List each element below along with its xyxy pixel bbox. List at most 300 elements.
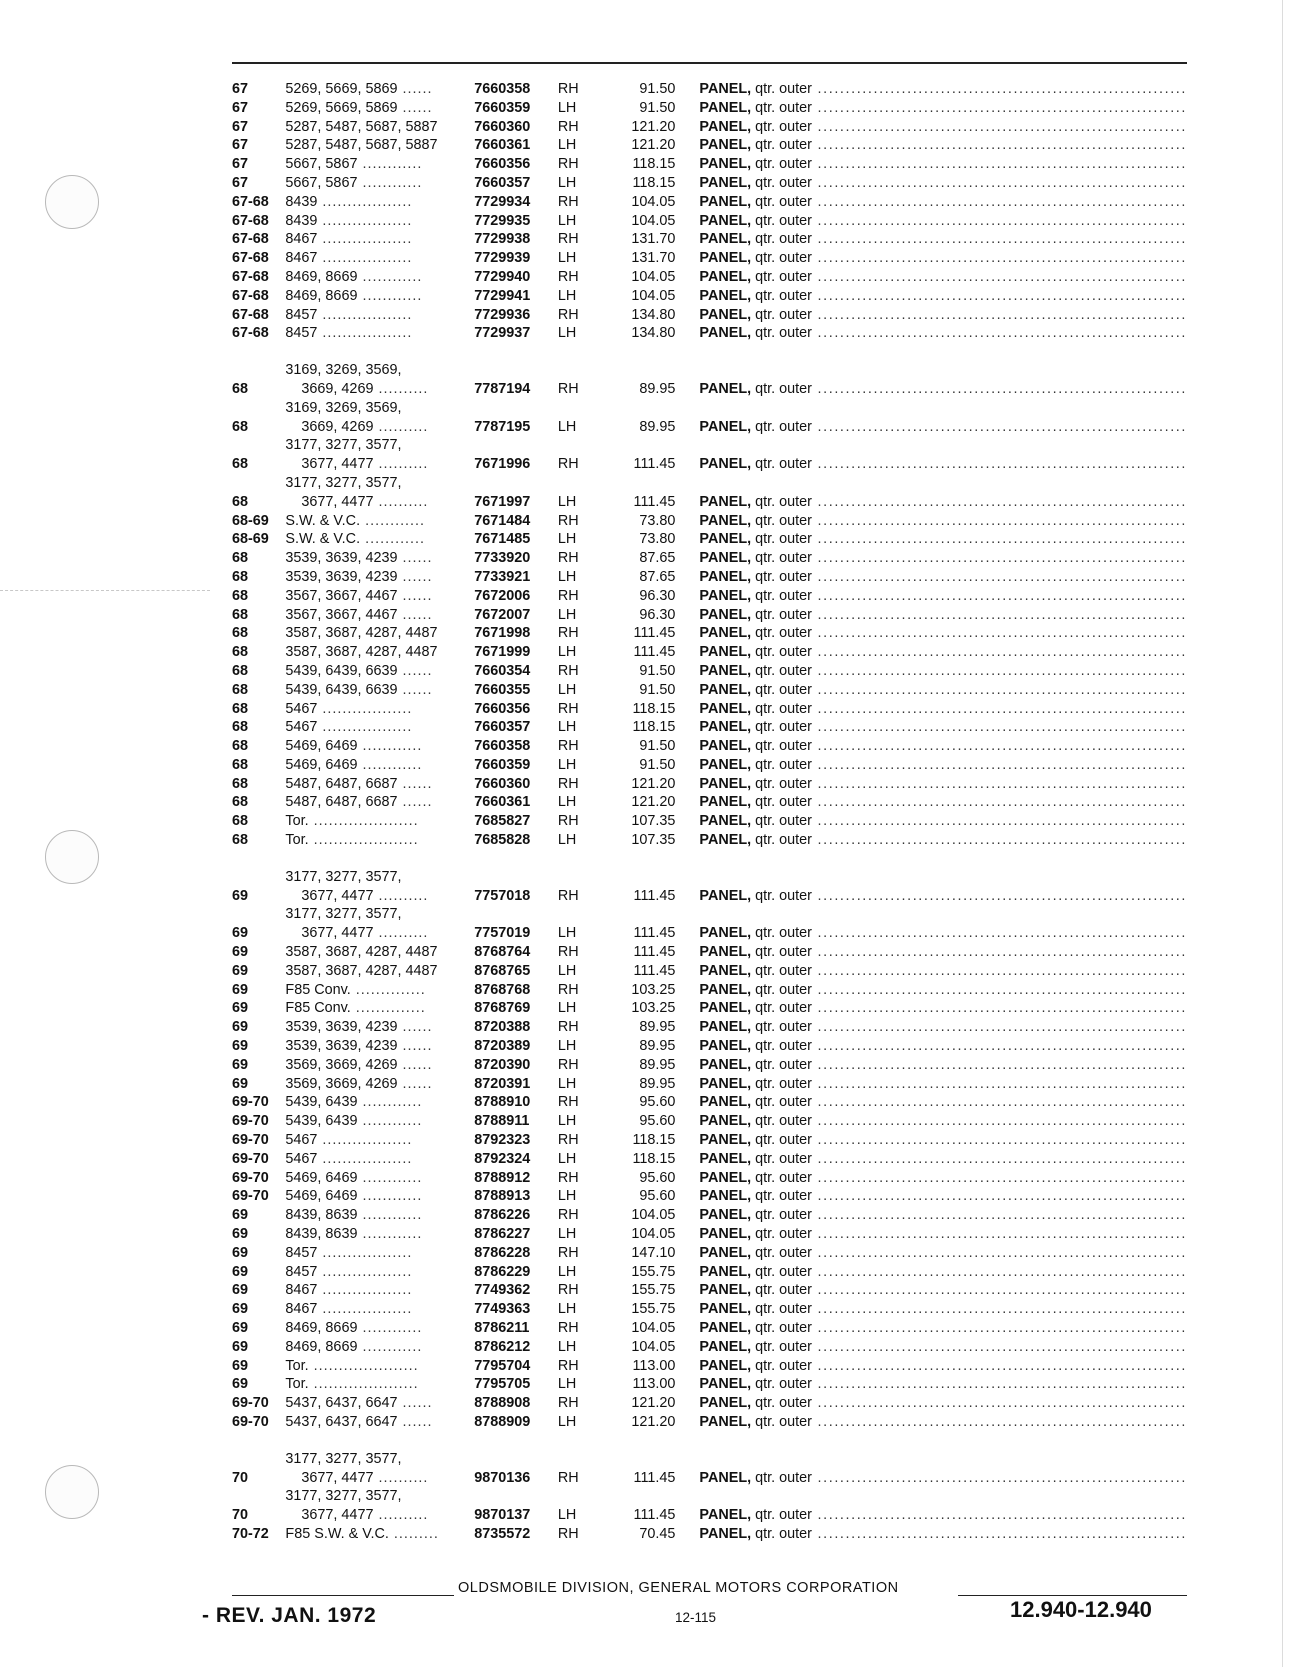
price-cell: 107.35 xyxy=(631,813,676,830)
models-text: F85 S.W. & V.C. xyxy=(285,1525,389,1542)
part-number-cell: 7729940 xyxy=(474,268,531,285)
description-leader: .................................................................. xyxy=(811,925,1187,942)
models-cell xyxy=(285,324,474,343)
description-noun: PANEL, xyxy=(699,1376,752,1393)
description-leader: .................................................................. xyxy=(811,1094,1187,1111)
models-cell xyxy=(285,587,474,606)
models-cell xyxy=(285,812,474,831)
description-cell xyxy=(675,155,1187,174)
year-cell: 68 xyxy=(232,568,249,585)
models-line xyxy=(285,999,425,1018)
description-leader: .................................................................. xyxy=(811,662,1187,679)
year-cell: 68 xyxy=(232,606,249,623)
dot-leader: ...... xyxy=(397,550,433,567)
description-text: qtr. outer xyxy=(751,794,812,811)
models-line xyxy=(285,681,432,700)
binder-hole-bottom xyxy=(45,1465,99,1519)
description-text: qtr. outer xyxy=(751,99,812,116)
side-cell: LH xyxy=(557,1507,577,1524)
table-row xyxy=(232,530,1187,549)
models-line xyxy=(285,1075,432,1094)
side-cell: RH xyxy=(557,306,579,323)
description-leader: .................................................................. xyxy=(811,1469,1187,1486)
models-line xyxy=(285,1394,432,1413)
table-row xyxy=(232,999,1187,1018)
description-cell xyxy=(675,174,1187,193)
table-row xyxy=(232,306,1187,325)
dot-leader: ............ xyxy=(357,156,423,173)
models-text: Tor. xyxy=(285,1376,309,1393)
models-cell xyxy=(285,193,474,212)
models-text: 3669, 4269 xyxy=(301,418,374,435)
description-text: qtr. outer xyxy=(751,268,812,285)
dot-leader: .......... xyxy=(373,418,429,435)
dot-leader: ...... xyxy=(397,568,433,585)
price-cell: 103.25 xyxy=(631,1000,676,1017)
description-text: qtr. outer xyxy=(751,644,812,661)
price-cell: 121.20 xyxy=(631,1395,676,1412)
description-noun: PANEL, xyxy=(699,1301,752,1318)
year-cell: 69 xyxy=(232,887,249,904)
description-cell xyxy=(675,568,1187,587)
part-number-cell: 8786226 xyxy=(474,1207,531,1224)
year-cell: 67-68 xyxy=(232,325,269,342)
models-cell xyxy=(285,793,474,812)
description-text: qtr. outer xyxy=(751,174,812,191)
description-noun: PANEL, xyxy=(699,887,752,904)
models-cell xyxy=(285,512,474,531)
year-cell: 67 xyxy=(232,118,249,135)
description-noun: PANEL, xyxy=(699,212,752,229)
description-text: qtr. outer xyxy=(751,1395,812,1412)
part-number-cell: 7685828 xyxy=(474,832,531,849)
part-number-cell: 8786211 xyxy=(474,1320,530,1336)
models-text: 8469, 8669 xyxy=(285,1338,358,1355)
description-cell xyxy=(675,643,1187,662)
description-cell xyxy=(675,1225,1187,1244)
models-text: 8457 xyxy=(285,1263,318,1280)
description-text: qtr. outer xyxy=(751,1507,812,1524)
models-line xyxy=(285,1244,412,1263)
models-text: F85 Conv. xyxy=(285,1000,351,1017)
side-cell: LH xyxy=(557,418,577,435)
description-text: qtr. outer xyxy=(751,250,812,267)
price-cell: 111.45 xyxy=(633,493,676,510)
models-text: 5287, 5487, 5687, 5887 xyxy=(285,118,438,135)
models-line xyxy=(285,737,422,756)
side-cell: RH xyxy=(557,1282,579,1299)
description-text: qtr. outer xyxy=(751,531,812,548)
price-cell: 111.45 xyxy=(633,1507,676,1524)
description-text: qtr. outer xyxy=(751,719,812,736)
description-text: qtr. outer xyxy=(751,456,812,473)
table-row xyxy=(232,624,1187,643)
side-cell: RH xyxy=(557,1056,579,1073)
description-text: qtr. outer xyxy=(751,1000,812,1017)
table-row xyxy=(232,756,1187,775)
side-cell: RH xyxy=(557,1320,579,1336)
dot-leader: ............ xyxy=(357,1338,423,1355)
description-leader: .................................................................. xyxy=(811,756,1187,773)
description-leader: .................................................................. xyxy=(811,832,1187,849)
models-cell xyxy=(285,737,474,756)
part-number-cell: 7660356 xyxy=(474,700,531,717)
models-text: 3569, 3669, 4269 xyxy=(285,1056,398,1073)
models-line xyxy=(285,230,412,249)
dot-leader: ..................... xyxy=(308,813,419,830)
price-cell: 147.10 xyxy=(631,1244,676,1261)
table-row xyxy=(232,1093,1187,1112)
dot-leader: ...... xyxy=(397,1038,433,1055)
table-row xyxy=(232,1375,1187,1394)
price-cell: 89.95 xyxy=(639,1019,676,1036)
part-number-cell: 8720388 xyxy=(474,1019,531,1036)
table-row xyxy=(232,1169,1187,1188)
models-cell xyxy=(285,1319,474,1338)
part-number-cell: 7729939 xyxy=(474,250,531,267)
dot-leader: ............ xyxy=(357,1207,423,1224)
price-cell: 121.20 xyxy=(631,118,676,135)
description-cell xyxy=(675,1131,1187,1150)
description-text: qtr. outer xyxy=(751,81,812,97)
models-cell xyxy=(285,1037,474,1056)
description-cell xyxy=(675,136,1187,155)
description-noun: PANEL, xyxy=(699,156,752,173)
description-cell xyxy=(675,118,1187,137)
models-cell xyxy=(285,1413,474,1432)
models-text: 5439, 6439, 6639 xyxy=(285,681,398,698)
price-cell: 91.50 xyxy=(639,756,676,773)
price-cell: 73.80 xyxy=(639,531,676,548)
description-text: qtr. outer xyxy=(751,1226,812,1243)
description-text: qtr. outer xyxy=(751,944,812,961)
price-cell: 113.00 xyxy=(632,1357,676,1374)
description-noun: PANEL, xyxy=(699,681,752,698)
models-line xyxy=(285,1300,412,1319)
part-number-cell: 8788912 xyxy=(474,1169,531,1186)
description-text: qtr. outer xyxy=(751,1019,812,1036)
models-line xyxy=(285,1131,412,1150)
models-text: 8457 xyxy=(285,306,318,323)
description-noun: PANEL, xyxy=(699,700,752,717)
description-leader: .................................................................. xyxy=(811,174,1187,191)
description-text: qtr. outer xyxy=(751,775,812,792)
description-leader: .................................................................. xyxy=(811,1507,1187,1524)
dot-leader: .......... xyxy=(373,887,429,904)
models-text: 8467 xyxy=(285,1282,318,1299)
models-line xyxy=(285,662,432,681)
description-cell xyxy=(675,662,1187,681)
table-row xyxy=(232,793,1187,812)
dot-leader: .................. xyxy=(317,700,413,717)
description-text: qtr. outer xyxy=(751,1207,812,1224)
price-cell: 155.75 xyxy=(631,1282,676,1299)
price-cell: 89.95 xyxy=(639,1056,676,1073)
price-cell: 104.05 xyxy=(631,1320,676,1336)
description-cell xyxy=(675,1525,1187,1544)
part-number-cell: 8792323 xyxy=(474,1132,531,1149)
models-text: 3539, 3639, 4239 xyxy=(285,1038,398,1055)
models-line-2 xyxy=(301,1469,428,1488)
description-text: qtr. outer xyxy=(751,738,812,755)
models-line xyxy=(285,99,432,118)
year-cell: 68 xyxy=(232,587,249,604)
year-cell: 69 xyxy=(232,1056,249,1073)
part-number-cell: 7660356 xyxy=(474,156,531,173)
models-cell xyxy=(285,1525,474,1544)
description-cell xyxy=(675,1375,1187,1394)
models-cell xyxy=(285,700,474,719)
description-noun: PANEL, xyxy=(699,1075,752,1092)
description-cell xyxy=(675,831,1187,850)
table-row xyxy=(232,1487,1187,1525)
description-leader: .................................................................. xyxy=(811,1150,1187,1167)
part-number-cell: 7733920 xyxy=(474,550,531,567)
description-leader: .................................................................. xyxy=(811,81,1187,97)
description-cell xyxy=(675,1206,1187,1225)
models-line-1: 3177, 3277, 3577, xyxy=(285,868,402,885)
dot-leader: .................. xyxy=(317,1132,413,1149)
description-cell xyxy=(675,306,1187,325)
models-cell xyxy=(285,136,474,155)
table-row xyxy=(232,1206,1187,1225)
models-text: 5667, 5867 xyxy=(285,156,358,173)
models-cell xyxy=(285,1375,474,1394)
dot-leader: .................. xyxy=(317,306,413,323)
models-text: 8439, 8639 xyxy=(285,1207,358,1224)
models-cell xyxy=(285,643,474,662)
models-line xyxy=(285,1169,422,1188)
side-cell: LH xyxy=(557,719,577,736)
year-cell: 69 xyxy=(232,1320,249,1336)
models-cell xyxy=(285,1150,474,1169)
dot-leader: ............ xyxy=(357,1094,423,1111)
models-text: 3569, 3669, 4269 xyxy=(285,1075,398,1092)
models-cell xyxy=(285,287,474,306)
table-row xyxy=(232,118,1187,137)
description-text: qtr. outer xyxy=(751,306,812,323)
models-line xyxy=(285,793,432,812)
part-number-cell: 7660354 xyxy=(474,662,531,679)
description-leader: .................................................................. xyxy=(811,1226,1187,1243)
dot-leader: ............ xyxy=(357,1113,423,1130)
part-number-cell: 7729936 xyxy=(474,306,531,323)
description-text: qtr. outer xyxy=(751,1113,812,1130)
models-text: 5467 xyxy=(285,1132,318,1149)
description-cell xyxy=(675,1319,1187,1338)
price-cell: 104.05 xyxy=(631,193,676,210)
models-text: S.W. & V.C. xyxy=(285,531,361,548)
description-cell xyxy=(675,962,1187,981)
dot-leader: .................. xyxy=(317,1244,413,1261)
models-cell xyxy=(285,1169,474,1188)
description-text: qtr. outer xyxy=(751,625,812,642)
models-cell xyxy=(285,399,474,437)
year-cell: 70-72 xyxy=(232,1525,269,1542)
side-cell: RH xyxy=(557,944,579,961)
description-text: qtr. outer xyxy=(751,193,812,210)
description-leader: .................................................................. xyxy=(811,193,1187,210)
side-cell: LH xyxy=(557,250,577,267)
models-cell xyxy=(285,118,474,137)
price-cell: 95.60 xyxy=(639,1113,676,1130)
table-row xyxy=(232,230,1187,249)
models-line xyxy=(285,1093,422,1112)
models-cell xyxy=(285,962,474,981)
description-leader: .................................................................. xyxy=(811,644,1187,661)
models-line xyxy=(285,1375,418,1394)
part-number-cell: 7787195 xyxy=(474,418,531,435)
description-text: qtr. outer xyxy=(751,1094,812,1111)
year-cell: 68 xyxy=(232,813,249,830)
description-text: qtr. outer xyxy=(751,700,812,717)
models-text: 5469, 6469 xyxy=(285,1188,358,1205)
models-cell xyxy=(285,1281,474,1300)
side-cell: RH xyxy=(557,738,579,755)
dot-leader: ..................... xyxy=(308,1376,419,1393)
description-noun: PANEL, xyxy=(699,1507,752,1524)
description-text: qtr. outer xyxy=(751,981,812,998)
models-line xyxy=(285,568,432,587)
dot-leader: ...... xyxy=(397,606,433,623)
models-text: 8467 xyxy=(285,231,318,248)
description-leader: .................................................................. xyxy=(811,775,1187,792)
price-cell: 155.75 xyxy=(631,1301,676,1318)
year-cell: 68 xyxy=(232,550,249,567)
price-cell: 131.70 xyxy=(631,231,676,248)
description-cell xyxy=(675,1413,1187,1432)
table-row xyxy=(232,1244,1187,1263)
models-line xyxy=(285,962,437,981)
dot-leader: ...... xyxy=(397,81,433,97)
models-text: 3677, 4477 xyxy=(301,1507,374,1524)
description-noun: PANEL, xyxy=(699,493,752,510)
part-number-cell: 8720391 xyxy=(474,1075,531,1092)
year-cell: 68-69 xyxy=(232,531,269,548)
side-cell: LH xyxy=(557,681,577,698)
price-cell: 134.80 xyxy=(631,325,676,342)
price-cell: 91.50 xyxy=(639,738,676,755)
models-text: 3539, 3639, 4239 xyxy=(285,568,398,585)
models-text: 5487, 6487, 6687 xyxy=(285,794,398,811)
description-cell xyxy=(675,1093,1187,1112)
description-text: qtr. outer xyxy=(751,212,812,229)
side-cell: LH xyxy=(557,325,577,342)
table-row xyxy=(232,943,1187,962)
side-cell: RH xyxy=(557,231,579,248)
models-line-2 xyxy=(301,455,428,474)
models-line xyxy=(285,1018,432,1037)
table-row xyxy=(232,1357,1187,1376)
description-cell xyxy=(675,756,1187,775)
year-cell: 68 xyxy=(232,775,249,792)
description-text: qtr. outer xyxy=(751,1150,812,1167)
description-text: qtr. outer xyxy=(751,606,812,623)
description-text: qtr. outer xyxy=(751,512,812,529)
models-line-1: 3177, 3277, 3577, xyxy=(285,1488,402,1505)
models-cell xyxy=(285,1131,474,1150)
description-leader: .................................................................. xyxy=(811,512,1187,529)
models-line xyxy=(285,1263,412,1282)
table-row xyxy=(232,1525,1187,1544)
models-cell xyxy=(285,174,474,193)
year-cell: 69 xyxy=(232,1244,249,1261)
models-text: 5469, 6469 xyxy=(285,1169,358,1186)
side-cell: RH xyxy=(557,118,579,135)
table-row xyxy=(232,1187,1187,1206)
description-cell xyxy=(675,1263,1187,1282)
side-cell: RH xyxy=(557,981,579,998)
description-leader: .................................................................. xyxy=(811,681,1187,698)
table-row xyxy=(232,99,1187,118)
dot-leader: ..................... xyxy=(308,1357,419,1374)
description-leader: .................................................................. xyxy=(811,1338,1187,1355)
models-text: 3677, 4477 xyxy=(301,925,374,942)
side-cell: RH xyxy=(557,268,579,285)
description-cell xyxy=(675,887,1187,906)
models-cell xyxy=(285,1394,474,1413)
description-cell xyxy=(675,1300,1187,1319)
description-leader: .................................................................. xyxy=(811,156,1187,173)
models-text: 3587, 3687, 4287, 4487 xyxy=(285,644,438,661)
year-cell: 69 xyxy=(232,1338,249,1355)
description-leader: .................................................................. xyxy=(811,1019,1187,1036)
table-row xyxy=(232,1225,1187,1244)
description-noun: PANEL, xyxy=(699,568,752,585)
price-cell: 118.15 xyxy=(632,174,676,191)
part-number-cell: 7671999 xyxy=(474,644,531,661)
description-leader: .................................................................. xyxy=(811,231,1187,248)
part-number-cell: 7660359 xyxy=(474,99,531,116)
side-cell: LH xyxy=(557,1150,577,1167)
side-cell: RH xyxy=(557,1525,579,1542)
table-row xyxy=(232,287,1187,306)
year-cell: 68 xyxy=(232,719,249,736)
price-cell: 104.05 xyxy=(631,287,676,304)
year-cell: 69-70 xyxy=(232,1395,269,1412)
description-text: qtr. outer xyxy=(751,418,812,435)
year-cell: 70 xyxy=(232,1507,249,1524)
description-leader: .................................................................. xyxy=(811,1113,1187,1130)
part-number-cell: 7672007 xyxy=(474,606,531,623)
dot-leader: .................. xyxy=(317,212,413,229)
models-cell xyxy=(285,361,474,399)
part-number-cell: 7729937 xyxy=(474,325,531,342)
dot-leader: ...... xyxy=(397,99,433,116)
models-line-2 xyxy=(301,887,428,906)
dot-leader: ............ xyxy=(357,1320,423,1336)
description-noun: PANEL, xyxy=(699,981,752,998)
table-row xyxy=(232,512,1187,531)
side-cell: RH xyxy=(557,813,579,830)
description-leader: .................................................................. xyxy=(811,137,1187,154)
description-cell xyxy=(675,981,1187,1000)
description-text: qtr. outer xyxy=(751,1263,812,1280)
description-noun: PANEL, xyxy=(699,1263,752,1280)
year-cell: 68 xyxy=(232,493,249,510)
dot-leader: ..................... xyxy=(308,832,419,849)
table-row xyxy=(232,1300,1187,1319)
year-cell: 69 xyxy=(232,1207,249,1224)
dot-leader: ............ xyxy=(357,287,423,304)
year-cell: 67-68 xyxy=(232,212,269,229)
part-number-cell: 7660359 xyxy=(474,756,531,773)
description-cell xyxy=(675,1075,1187,1094)
dot-leader: ............ xyxy=(357,174,423,191)
models-cell xyxy=(285,1225,474,1244)
description-leader: .................................................................. xyxy=(811,268,1187,285)
description-noun: PANEL, xyxy=(699,1226,752,1243)
